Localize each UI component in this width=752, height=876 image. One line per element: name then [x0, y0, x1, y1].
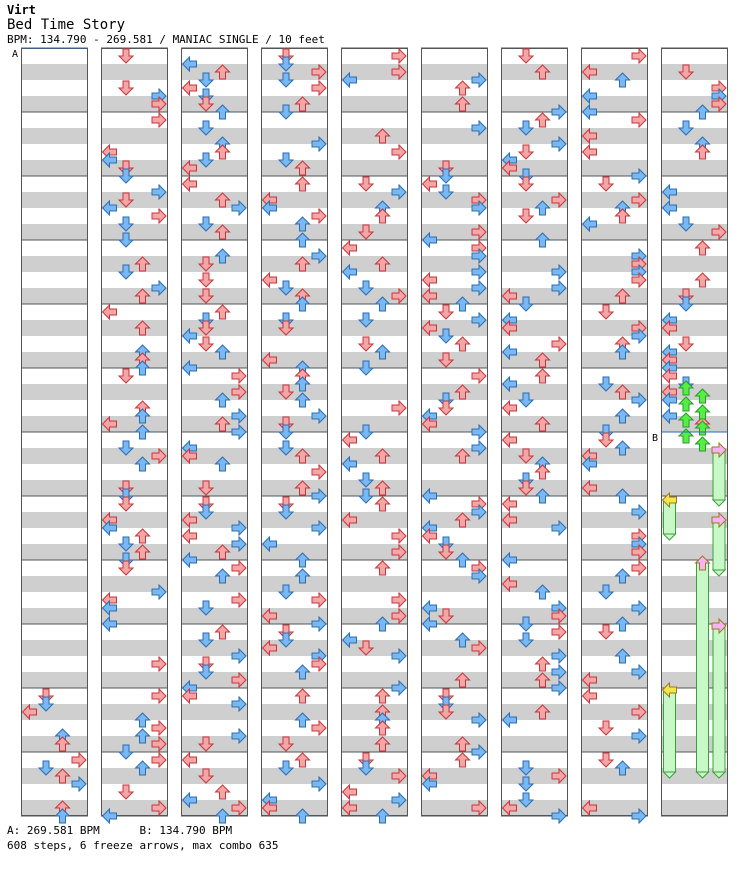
beat-band	[21, 480, 88, 496]
beat-band	[341, 576, 408, 592]
beat-band	[21, 96, 88, 112]
beat-band	[501, 736, 568, 752]
beat-band	[21, 800, 88, 816]
beat-band	[181, 128, 248, 144]
freeze-body	[664, 690, 676, 772]
beat-band	[661, 608, 728, 624]
beat-band	[421, 160, 488, 176]
beat-band	[501, 416, 568, 432]
beat-band	[261, 96, 328, 112]
beat-band	[261, 288, 328, 304]
beat-band	[21, 224, 88, 240]
beat-band	[341, 128, 408, 144]
song-title: Bed Time Story	[7, 17, 126, 33]
beat-band	[501, 480, 568, 496]
beat-band	[581, 288, 648, 304]
beat-band	[341, 736, 408, 752]
beat-band	[341, 96, 408, 112]
beat-band	[21, 192, 88, 208]
beat-band	[21, 288, 88, 304]
beat-band	[421, 384, 488, 400]
beat-band	[341, 352, 408, 368]
beat-band	[661, 800, 728, 816]
beat-band	[101, 672, 168, 688]
beat-band	[501, 64, 568, 80]
beat-band	[261, 704, 328, 720]
beat-band	[341, 480, 408, 496]
beat-band	[21, 640, 88, 656]
beat-band	[21, 64, 88, 80]
beat-band	[101, 352, 168, 368]
bpm-marker-b: B	[652, 433, 659, 444]
beat-band	[261, 160, 328, 176]
beat-band	[261, 320, 328, 336]
beat-band	[341, 320, 408, 336]
beat-band	[21, 256, 88, 272]
beat-band	[21, 544, 88, 560]
beat-band	[21, 320, 88, 336]
beat-band	[341, 384, 408, 400]
freeze-body	[697, 563, 709, 772]
beat-band	[21, 448, 88, 464]
beat-band	[21, 576, 88, 592]
beat-band	[261, 672, 328, 688]
beat-band	[181, 288, 248, 304]
beat-band	[581, 576, 648, 592]
beat-band	[661, 128, 728, 144]
beat-band	[21, 608, 88, 624]
beat-band	[21, 736, 88, 752]
beat-band	[21, 352, 88, 368]
beat-band	[101, 128, 168, 144]
song-artist: Virt	[7, 3, 36, 17]
beat-band	[21, 672, 88, 688]
beat-band	[261, 736, 328, 752]
beat-band	[101, 480, 168, 496]
beat-band	[101, 256, 168, 272]
beat-band	[101, 640, 168, 656]
beat-band	[101, 320, 168, 336]
beat-band	[181, 480, 248, 496]
beat-band	[661, 576, 728, 592]
beat-band	[181, 608, 248, 624]
beat-band	[21, 512, 88, 528]
beat-band	[661, 160, 728, 176]
beat-band	[341, 704, 408, 720]
beat-band	[181, 96, 248, 112]
beat-band	[101, 64, 168, 80]
beat-band	[581, 768, 648, 784]
bpm-marker-a: A	[12, 49, 19, 60]
beat-band	[341, 224, 408, 240]
beat-band	[261, 448, 328, 464]
beat-band	[421, 96, 488, 112]
beat-band	[261, 576, 328, 592]
beat-band	[421, 672, 488, 688]
beat-band	[581, 352, 648, 368]
beat-band	[21, 128, 88, 144]
beat-band	[421, 352, 488, 368]
beat-band	[661, 288, 728, 304]
beat-band	[181, 224, 248, 240]
bpm-legend: A: 269.581 BPM B: 134.790 BPM	[7, 824, 233, 837]
beat-band	[581, 416, 648, 432]
beat-band	[661, 256, 728, 272]
chart-stats: 608 steps, 6 freeze arrows, max combo 635	[7, 839, 279, 852]
beat-band	[101, 704, 168, 720]
beat-band	[341, 160, 408, 176]
freeze-body	[713, 626, 725, 772]
beat-band	[101, 768, 168, 784]
beat-band	[21, 160, 88, 176]
beat-band	[101, 544, 168, 560]
chart-info: BPM: 134.790 - 269.581 / MANIAC SINGLE / 10 feet	[7, 33, 325, 46]
beat-band	[21, 416, 88, 432]
beat-band	[101, 224, 168, 240]
beat-band	[101, 384, 168, 400]
beat-band	[341, 416, 408, 432]
beat-band	[661, 64, 728, 80]
beat-band	[21, 384, 88, 400]
beat-band	[501, 448, 568, 464]
beat-band	[261, 224, 328, 240]
beat-band	[261, 384, 328, 400]
beat-band	[181, 768, 248, 784]
beat-band	[181, 256, 248, 272]
beat-band	[501, 224, 568, 240]
beat-band	[181, 576, 248, 592]
beat-band	[581, 640, 648, 656]
beat-band	[421, 544, 488, 560]
